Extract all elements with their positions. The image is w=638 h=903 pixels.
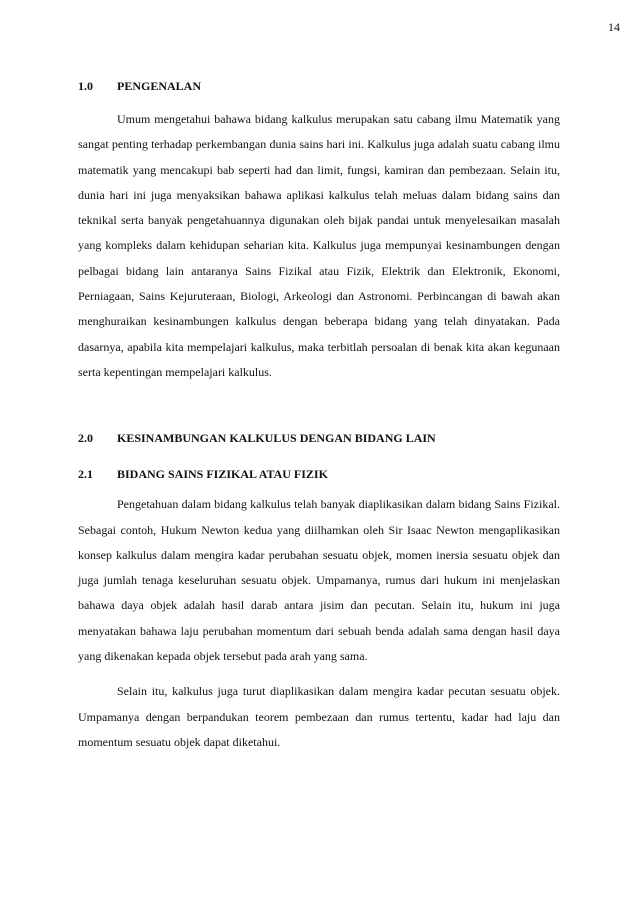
section-title: BIDANG SAINS FIZIKAL ATAU FIZIK (117, 467, 328, 482)
paragraph-physics-2: Selain itu, kalkulus juga turut diaplikasikan dalam mengira kadar pecutan sesuatu objek. Umpamanya dengan berpandukan teorem pembezaan dan rumus tertentu, kadar had laju dan momentum sesuatu objek dapat diketahui. (78, 684, 560, 749)
paragraph-introduction: Umum mengetahui bahawa bidang kalkulus merupakan satu cabang ilmu Matematik yang sangat penting terhadap perkembangan dunia sains hari ini. Kalkulus juga adalah suatu cabang ilmu matematik yang mencakupi bab seperti had dan limit, fungsi, kamiran dan pembezaan. Selain itu, dunia hari ini juga menyaksikan bahawa aplikasi kalkulus telah meluas dalam bidang sains dan teknikal serta banyak pengetahuannya digunakan oleh bijak pandai untuk menyelesaikan masalah yang kompleks dalam kehidupan seharian kita. Kalkulus juga mempunyai kesinambungen dengan pelbagai bidang lain antaranya Sains Fizikal atau Fizik, Elektrik dan Elektronik, Ekonomi, Perniagaan, Sains Kejuruteraan, Biologi, Arkeologi dan Astronomi. Perbincangan di bawah akan menghuraikan kesinambungen kalkulus dengan beberapa bidang yang telah dinyatakan. Pada dasarnya, apabila kita mempelajari kalkulus, maka terbitlah persoalan di benak kita akan kegunaan serta kepentingan mempelajari kalkulus. (78, 112, 560, 379)
section-heading-1 (78, 76, 560, 96)
section-number: 2.1 (78, 467, 93, 482)
page-number: 14 (608, 20, 620, 34)
section-number: 2.0 (78, 431, 93, 446)
document-body (78, 76, 560, 755)
section-title: PENGENALAN (117, 79, 202, 93)
paragraph-physics-1: Pengetahuan dalam bidang kalkulus telah banyak diaplikasikan dalam bidang Sains Fizikal. Sebagai contoh, Hukum Newton kedua yang diilhamkan oleh Sir Isaac Newton mengaplikasikan konsep kalkulus dalam mengira kadar perubahan sesuatu objek, momen inersia sesuatu objek dan juga jumlah tenaga keseluruhan sesuatu objek. Umpamanya, rumus dari hukum ini menjelaskan bahawa daya objek adalah hasil darab antara jisim dan pecutan. Selain itu, hukum ini juga menyatakan bahawa laju perubahan momentum dari sebuah benda adalah sama dengan hasil daya yang dikenakan kepada objek tersebut pada arah yang sama. (78, 497, 560, 664)
subsection-heading-2-1 (78, 464, 560, 484)
section-number: 1.0 (78, 79, 93, 93)
section-heading-2 (78, 428, 560, 448)
section-title: KESINAMBUNGAN KALKULUS DENGAN BIDANG LAIN (117, 431, 436, 446)
